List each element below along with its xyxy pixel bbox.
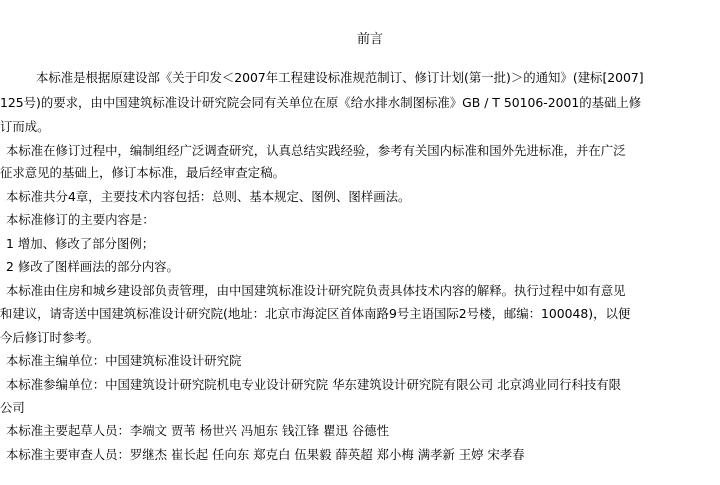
page-title: 前言 [356,32,383,47]
list-item-2: 2 修改了图样画法的部分内容。 [6,259,179,274]
paragraph-line-9: 和建议，请寄送中国建筑标准设计研究院(地址：北京市海淀区首体南路9号主语国际2号楼，邮编：100048)，以便 [0,306,631,321]
drafters-line: 本标准主要起草人员：李端文 贾苇 杨世兴 冯旭东 钱江锋 瞿迅 谷德性 [6,423,389,438]
chief-editor-line: 本标准主编单位：中国建筑标准设计研究院 [6,353,242,368]
paragraph-line-8: 本标准由住房和城乡建设部负责管理，由中国建筑标准设计研究院负责具体技术内容的解释。执行过程中如有意见 [6,283,626,298]
paragraph-line-4: 本标准在修订过程中，编制组经广泛调查研究，认真总结实践经验，参考有关国内标准和国外先进标准，并在广泛 [6,143,626,158]
list-item-1: 1 增加、修改了部分图例； [6,236,155,251]
paragraph-line-5: 征求意见的基础上，修订本标准，最后经审查定稿。 [0,165,285,180]
reviewers-line: 本标准主要审查人员：罗继杰 崔长起 任向东 郑克白 伍果毅 薛英超 郑小梅 满孝新 王婷 宋孝春 [6,447,525,462]
paragraph-line-3: 订而成。 [0,119,50,134]
paragraph-line-10: 今后修订时参考。 [0,330,100,345]
participating-units-line: 本标准参编单位：中国建筑设计研究院机电专业设计研究院 华东建筑设计研究院有限公司 北京鸿业同行科技有限 [6,377,622,392]
paragraph-line-1: 本标准是根据原建设部《关于印发＜2007年工程建设标准规范制订、修订计划(第一批)＞的通知》(建标[2007] [36,70,644,85]
paragraph-line-6: 本标准共分4章，主要技术内容包括：总则、基本规定、图例、图样画法。 [6,189,411,204]
paragraph-line-2: 125号)的要求，由中国建筑标准设计研究院会同有关单位在原《给水排水制图标准》GB / T 50106-2001的基础上修 [0,95,642,110]
participating-units-line-2: 公司 [0,400,25,415]
paragraph-line-7: 本标准修订的主要内容是： [6,212,155,227]
